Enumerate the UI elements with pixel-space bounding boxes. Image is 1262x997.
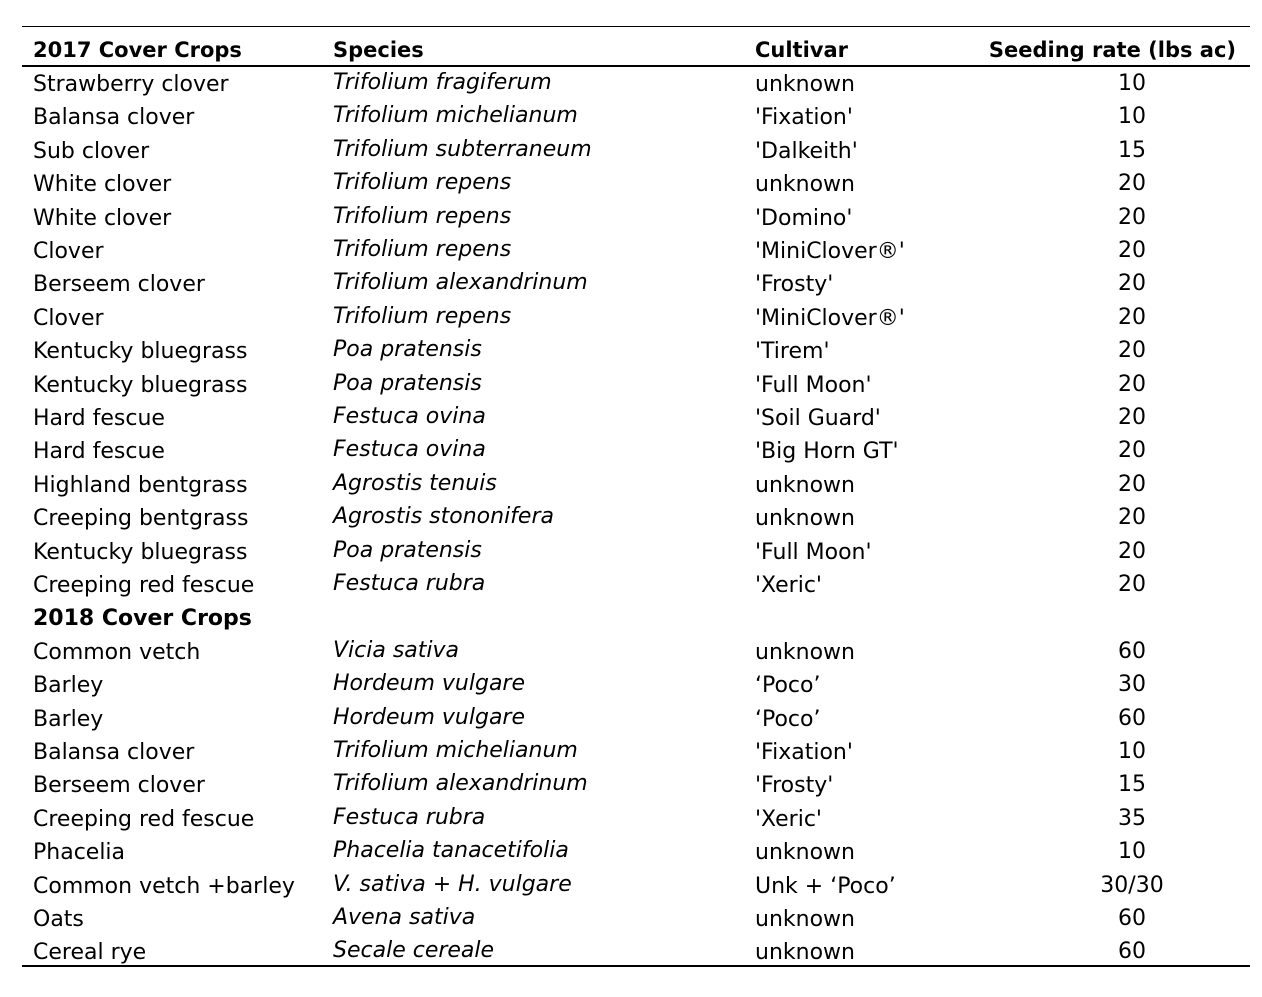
seeding-rate-cell: 10 (1118, 839, 1146, 865)
common-name-cell: White clover (33, 172, 172, 198)
seeding-rate-cell: 20 (1118, 304, 1146, 330)
species-cell: Trifolium michelianum (333, 738, 578, 763)
common-name-cell: Creeping red fescue (33, 573, 255, 598)
header-rule (22, 65, 1250, 67)
cultivar-cell: unknown (755, 940, 855, 966)
species-cell: Vicia sativa (333, 637, 460, 663)
table-row (0, 168, 1262, 201)
seeding-rate-cell: 20 (1118, 338, 1146, 364)
species-cell: Trifolium repens (333, 303, 512, 329)
seeding-rate-cell: 20 (1118, 572, 1146, 597)
table-row (0, 736, 1262, 769)
common-name-cell: Sub clover (33, 138, 150, 164)
cultivar-cell: 'Full Moon' (755, 539, 872, 565)
species-cell: Trifolium subterraneum (333, 136, 592, 162)
common-name-cell: Barley (33, 706, 104, 732)
common-name-cell: Hard fescue (33, 439, 165, 465)
species-cell: Poa pratensis (333, 337, 482, 363)
table-row (0, 836, 1262, 869)
common-name-cell: Hard fescue (33, 406, 165, 431)
cultivar-cell: unknown (755, 172, 855, 198)
seeding-rate-cell: 20 (1118, 371, 1146, 397)
cultivar-cell: 'MiniClover®' (755, 239, 905, 264)
table-row (0, 302, 1262, 335)
common-name-cell: Barley (33, 673, 104, 699)
cultivar-cell: 'Frosty' (755, 272, 834, 298)
table-row (0, 502, 1262, 535)
seeding-rate-cell: 15 (1118, 137, 1146, 163)
seeding-rate-cell: 20 (1118, 238, 1146, 263)
cultivar-cell: ‘Poco’ (755, 706, 821, 732)
species-cell: Trifolium repens (333, 203, 512, 229)
seeding-rate-cell: 60 (1118, 638, 1146, 664)
cultivar-cell: 'Tirem' (755, 339, 830, 365)
seeding-rate-cell: 30 (1118, 672, 1146, 698)
cultivar-cell: Unk + ‘Poco’ (755, 873, 896, 899)
species-cell: Avena sativa (333, 905, 476, 930)
seeding-rate-cell: 20 (1118, 505, 1146, 531)
table-row (0, 202, 1262, 235)
section-header-row (0, 602, 1262, 635)
common-name-cell: Strawberry clover (33, 72, 229, 97)
common-name-cell: Balansa clover (33, 740, 195, 765)
table-row (0, 769, 1262, 802)
species-cell: Festuca ovina (333, 437, 486, 463)
table-row (0, 335, 1262, 368)
table-row (0, 268, 1262, 301)
table-row (0, 569, 1262, 602)
cultivar-cell: unknown (755, 472, 855, 498)
seeding-rate-cell: 20 (1118, 471, 1146, 497)
cultivar-cell: unknown (755, 907, 855, 932)
common-name-cell: Berseem clover (33, 272, 205, 298)
species-cell: Agrostis tenuis (333, 470, 497, 496)
cultivar-cell: 'Soil Guard' (755, 406, 881, 431)
header-species: Species (333, 38, 424, 62)
species-cell: Trifolium repens (333, 170, 512, 196)
cultivar-cell: unknown (755, 72, 855, 97)
seeding-rate-cell: 35 (1118, 805, 1146, 831)
header-cultivar: Cultivar (755, 38, 849, 62)
table-top-rule (22, 26, 1250, 27)
common-name-cell: White clover (33, 205, 172, 231)
cultivar-cell: unknown (755, 639, 855, 665)
common-name-cell: Clover (33, 305, 104, 331)
species-cell: Hordeum vulgare (333, 671, 526, 697)
header-seeding-rate: Seeding rate (lbs ac) (988, 38, 1236, 62)
table-bottom-rule (22, 965, 1250, 967)
common-name-cell: Clover (33, 239, 104, 264)
seeding-rate-cell: 30/30 (1100, 872, 1164, 898)
table-row (0, 636, 1262, 669)
cultivar-cell: 'Xeric' (755, 573, 822, 598)
seeding-rate-cell: 60 (1118, 939, 1146, 965)
header-2017-cover-crops: 2017 Cover Crops (33, 38, 242, 62)
seeding-rate-cell: 20 (1118, 538, 1146, 564)
species-cell: Hordeum vulgare (333, 704, 526, 730)
species-cell: Secale cereale (333, 938, 495, 964)
common-name-cell: Balansa clover (33, 105, 195, 131)
seeding-rate-cell: 10 (1118, 104, 1146, 130)
seeding-rate-cell: 60 (1118, 705, 1146, 731)
cultivar-cell: 'Domino' (755, 205, 853, 231)
cultivar-cell: 'Big Horn GT' (755, 439, 899, 465)
table-row (0, 669, 1262, 702)
species-cell: Poa pratensis (333, 537, 482, 563)
common-name-cell: Kentucky bluegrass (33, 372, 248, 398)
cultivar-cell: 'Fixation' (755, 105, 853, 131)
section-title-2018: 2018 Cover Crops (33, 606, 252, 632)
cultivar-cell: 'Fixation' (755, 740, 853, 765)
cultivar-cell: 'Full Moon' (755, 372, 872, 398)
table-row (0, 402, 1262, 435)
common-name-cell: Phacelia (33, 840, 126, 866)
cultivar-cell: 'Frosty' (755, 773, 834, 799)
cultivar-cell: 'MiniClover®' (755, 305, 905, 331)
species-cell: Festuca ovina (333, 404, 486, 429)
table-row (0, 703, 1262, 736)
species-cell: Festuca rubra (333, 804, 486, 830)
table-row (0, 469, 1262, 502)
common-name-cell: Oats (33, 907, 84, 932)
seeding-rate-cell: 20 (1118, 405, 1146, 430)
table-row (0, 803, 1262, 836)
table-row (0, 68, 1262, 101)
table-row (0, 135, 1262, 168)
common-name-cell: Common vetch +barley (33, 873, 295, 899)
common-name-cell: Highland bentgrass (33, 472, 248, 498)
seeding-rate-cell: 20 (1118, 204, 1146, 230)
cultivar-cell: 'Xeric' (755, 806, 822, 832)
cultivar-cell: unknown (755, 840, 855, 866)
cultivar-cell: unknown (755, 506, 855, 532)
common-name-cell: Creeping bentgrass (33, 506, 249, 532)
species-cell: Phacelia tanacetifolia (333, 838, 569, 864)
species-cell: Trifolium michelianum (333, 103, 578, 129)
common-name-cell: Common vetch (33, 639, 201, 665)
common-name-cell: Kentucky bluegrass (33, 339, 248, 365)
table-row (0, 235, 1262, 268)
common-name-cell: Kentucky bluegrass (33, 539, 248, 565)
seeding-rate-cell: 10 (1118, 71, 1146, 96)
species-cell: Festuca rubra (333, 571, 486, 596)
species-cell: Poa pratensis (333, 370, 482, 396)
seeding-rate-cell: 20 (1118, 271, 1146, 297)
species-cell: Trifolium alexandrinum (333, 771, 588, 797)
species-cell: Agrostis stononifera (333, 504, 554, 530)
common-name-cell: Creeping red fescue (33, 806, 255, 832)
species-cell: Trifolium alexandrinum (333, 270, 588, 296)
table-row (0, 435, 1262, 468)
cultivar-cell: 'Dalkeith' (755, 138, 858, 164)
table-row (0, 870, 1262, 903)
table-row (0, 369, 1262, 402)
table-row (0, 903, 1262, 936)
table-row (0, 536, 1262, 569)
seeding-rate-cell: 10 (1118, 739, 1146, 764)
seeding-rate-cell: 60 (1118, 906, 1146, 931)
table-header-row (0, 33, 1262, 66)
species-cell: V. sativa + H. vulgare (333, 871, 572, 897)
species-cell: Trifolium fragiferum (333, 70, 552, 95)
species-cell: Trifolium repens (333, 237, 512, 262)
table-row (0, 101, 1262, 134)
seeding-rate-cell: 20 (1118, 438, 1146, 464)
common-name-cell: Berseem clover (33, 773, 205, 799)
common-name-cell: Cereal rye (33, 940, 147, 966)
seeding-rate-cell: 20 (1118, 171, 1146, 197)
cultivar-cell: ‘Poco’ (755, 673, 821, 699)
seeding-rate-cell: 15 (1118, 772, 1146, 798)
